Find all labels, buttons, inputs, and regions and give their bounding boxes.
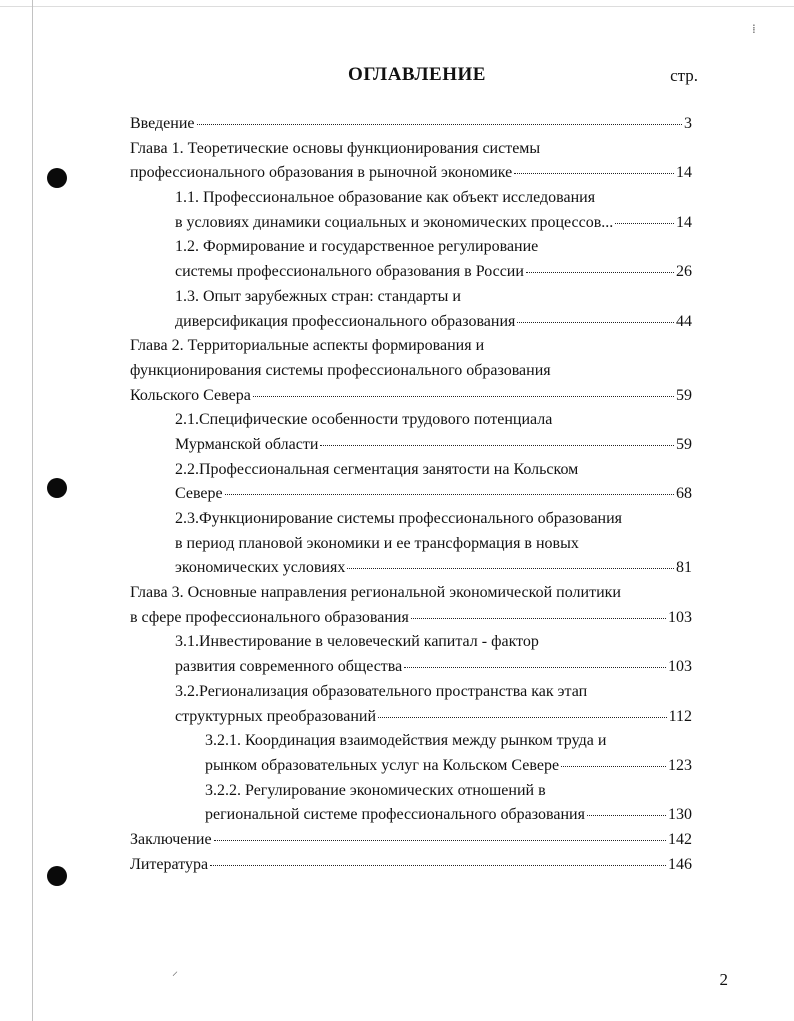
toc-page-number: 68 [676, 485, 692, 503]
toc-page-number: 112 [668, 707, 692, 725]
dot-leader [320, 435, 674, 446]
toc-entry-text: в условиях динамики социальных и экономических процессов... [175, 213, 614, 231]
dot-leader [347, 558, 674, 569]
dot-leader [561, 756, 666, 767]
dot-leader [514, 163, 674, 174]
toc-line [130, 803, 692, 828]
page-title: ОГЛАВЛЕНИЕ [348, 64, 486, 85]
toc-line [130, 754, 692, 779]
toc-line [130, 408, 692, 433]
toc-entry-text: 3.2.1. Координация взаимодействия между рынком труда и [205, 732, 607, 750]
toc-page-number: 146 [668, 855, 692, 873]
punch-hole-1 [47, 168, 67, 188]
toc-entry-text: 1.3. Опыт зарубежных стран: стандарты и [175, 287, 461, 305]
toc-page-number: 103 [668, 608, 692, 626]
toc-entry-text: в сфере профессионального образования [130, 608, 409, 626]
toc-page-number: 142 [668, 830, 692, 848]
toc-entry-text: в период плановой экономики и ее трансформация в новых [175, 534, 579, 552]
toc-entry-text: 2.3.Функционирование системы профессионального образования [175, 510, 623, 527]
toc-line [130, 532, 692, 557]
toc-line [130, 729, 692, 754]
dot-leader [587, 805, 666, 816]
toc-entry-text: региональной системе профессионального образования [205, 806, 585, 824]
scan-mark: ⸝ [172, 964, 179, 978]
toc-line [130, 112, 692, 137]
toc-entry-text: 3.2.Регионализация образовательного пространства как этап [175, 682, 588, 700]
toc-entry-text: профессионального образования в рыночной экономике [130, 164, 513, 182]
toc-page-number: 130 [668, 806, 692, 824]
dot-leader [404, 657, 666, 668]
toc-line [130, 630, 692, 655]
toc-page-number: 14 [676, 213, 692, 231]
toc-page-number: 59 [676, 435, 692, 453]
toc-entry-text: Мурманской области [175, 435, 319, 453]
scan-edge-left [32, 0, 33, 1021]
toc-line [130, 828, 692, 853]
toc-line [130, 285, 692, 310]
toc-page-number: 44 [676, 312, 692, 330]
punch-hole-3 [47, 866, 67, 886]
toc-entry-text: 2.1.Специфические особенности трудового потенциала [175, 411, 553, 429]
dot-leader [197, 114, 683, 125]
dot-leader [210, 855, 666, 866]
toc-entry-text: развития современного общества [175, 658, 403, 676]
punch-hole-2 [47, 478, 67, 498]
toc-entry-text: Глава 1. Теоретические основы функционирования системы [130, 139, 541, 157]
toc-entry-text: Севере [175, 485, 223, 503]
toc-line [130, 680, 692, 705]
toc-line [130, 433, 692, 458]
toc-line [130, 556, 692, 581]
dot-leader [253, 386, 674, 397]
toc-entry-text: 3.1.Инвестирование в человеческий капитал - фактор [175, 633, 539, 651]
toc-entry-text: Введение [130, 115, 195, 132]
page-column-label: стр. [670, 66, 698, 85]
toc-entry-text: диверсификация профессионального образования [175, 312, 516, 330]
toc-line [130, 137, 692, 162]
toc-page-number: 59 [676, 386, 692, 404]
toc-entry-text: Литература [130, 855, 209, 873]
dot-leader [517, 312, 674, 323]
toc-entry-text: Глава 2. Территориальные аспекты формирования и [130, 337, 485, 355]
dot-leader [615, 213, 674, 224]
page-number: 2 [719, 970, 728, 989]
toc-entry-text: Заключение [130, 830, 212, 848]
dot-leader [411, 608, 666, 619]
toc-line [130, 853, 692, 878]
table-of-contents [130, 112, 692, 877]
toc-line [130, 705, 692, 730]
toc-page-number: 3 [684, 115, 692, 132]
toc-line [130, 161, 692, 186]
toc-page-number: 14 [676, 164, 692, 182]
toc-line [130, 458, 692, 483]
toc-line [130, 186, 692, 211]
toc-entry-text: экономических условиях [175, 559, 346, 577]
toc-line [130, 606, 692, 631]
toc-line [130, 211, 692, 236]
toc-page-number: 123 [668, 756, 692, 774]
toc-entry-text: Глава 3. Основные направления региональной экономической политики [130, 584, 621, 602]
toc-page-number: 81 [676, 559, 692, 577]
toc-entry-text: 1.1. Профессиональное образование как объект исследования [175, 189, 596, 207]
toc-entry-text: структурных преобразований [175, 707, 376, 725]
toc-line [130, 334, 692, 359]
toc-entry-text: 1.2. Формирование и государственное регулирование [175, 238, 539, 256]
dot-leader [378, 707, 667, 718]
toc-line [130, 260, 692, 285]
toc-line [130, 359, 692, 384]
dot-leader [214, 830, 666, 841]
toc-line [130, 507, 692, 532]
toc-line [130, 655, 692, 680]
toc-line [130, 581, 692, 606]
toc-entry-text: 2.2.Профессиональная сегментация занятости на Кольском [175, 460, 579, 478]
toc-entry-text: рынком образовательных услуг на Кольском Севере [205, 756, 560, 774]
toc-entry-text: 3.2.2. Регулирование экономических отношений в [205, 781, 546, 799]
toc-page-number: 103 [668, 658, 692, 676]
dot-leader [526, 262, 674, 273]
toc-line [130, 235, 692, 260]
toc-line [130, 384, 692, 409]
toc-line [130, 779, 692, 804]
toc-line [130, 310, 692, 335]
toc-line [130, 482, 692, 507]
scan-mark: ⁞ [752, 22, 756, 36]
scan-edge-top [0, 6, 794, 7]
dot-leader [225, 484, 674, 495]
toc-entry-text: Кольского Севера [130, 386, 251, 404]
toc-entry-text: функционирования системы профессионального образования [130, 361, 551, 379]
toc-entry-text: системы профессионального образования в России [175, 263, 524, 281]
toc-page-number: 26 [676, 263, 692, 281]
